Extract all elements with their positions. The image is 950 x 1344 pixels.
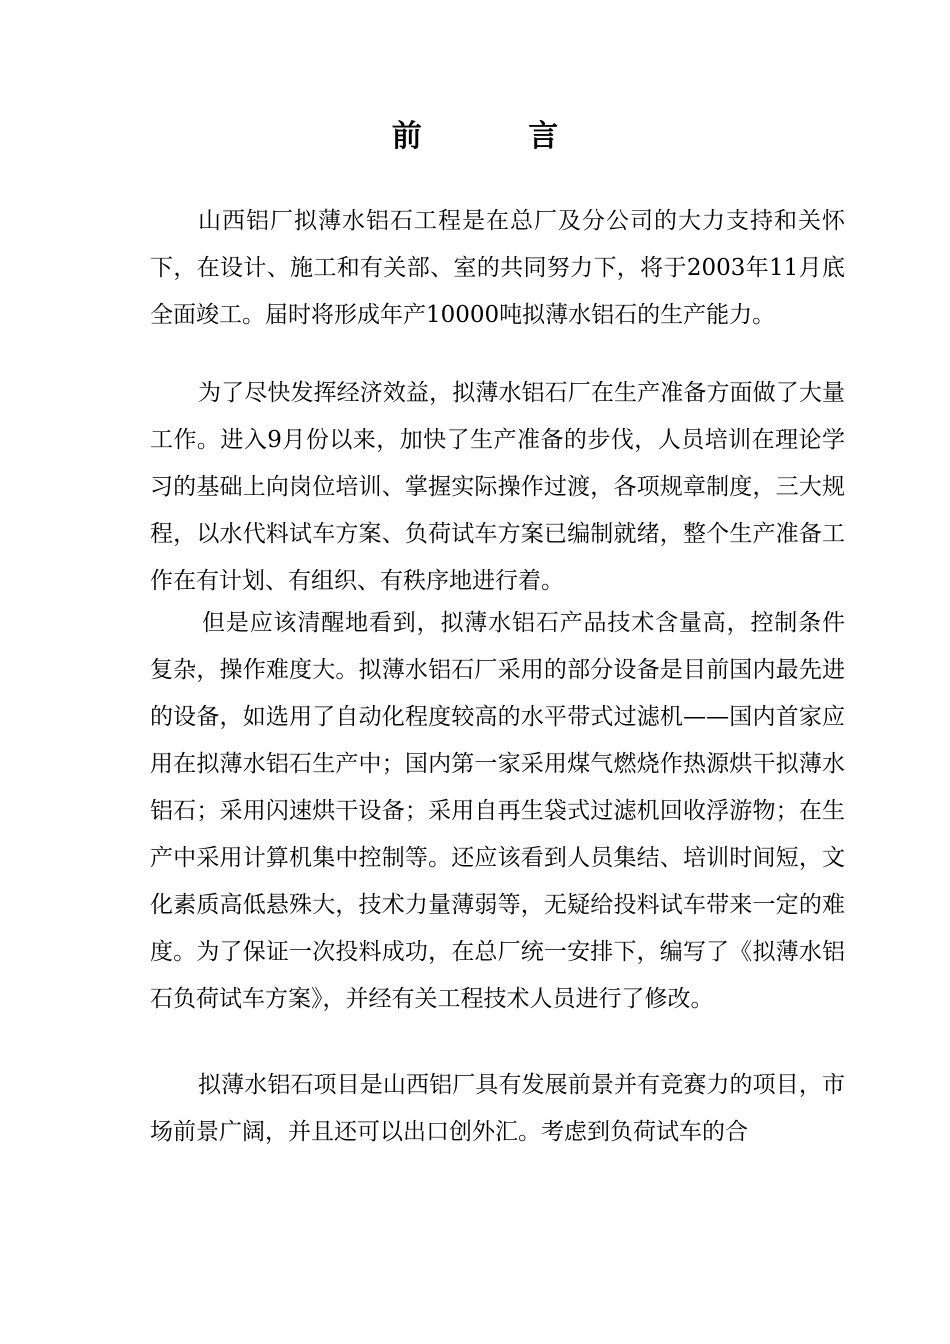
paragraph-2: 为了尽快发挥经济效益，拟薄水铝石厂在生产准备方面做了大量工作。进入9月份以来，加快了生产准备的步伐，人员培训在理论学习的基础上向岗位培训、掌握实际操作过渡，各项规章制度，三大规程，以水代料试车方案、负荷试车方案已编制就绪，整个生产准备工作在有计划、有组织、有秩序地进行着。 [150,380,845,594]
paragraph-1: 山西铝厂拟薄水铝石工程是在总厂及分公司的大力支持和关怀下，在设计、施工和有关部、室的共同努力下，将于2003年11月底全面竣工。届时将形成年产10000吨拟薄水铝石的生产能力。 [150,208,845,328]
paragraph-4: 拟薄水铝石项目是山西铝厂具有发展前景并有竞赛力的项目，市场前景广阔，并且还可以出口创外汇。考虑到负荷试车的合 [150,1072,845,1145]
page-title: 前 言 [391,119,607,154]
paragraph-3: 但是应该清醒地看到，拟薄水铝石产品技术含量高，控制条件复杂，操作难度大。拟薄水铝石厂采用的部分设备是目前国内最先进的设备，如选用了自动化程度较高的水平带式过滤机——国内首家应用在拟薄水铝石生产中；国内第一家采用煤气燃烧作热源烘干拟薄水铝石；采用闪速烘干设备；采用自再生袋式过滤机回收浮游物；在生产中采用计算机集中控制等。还应该看到人员集结、培训时间短，文化素质高低悬殊大，技术力量薄弱等，无疑给投料试车带来一定的难度。为了保证一次投料成功，在总厂统一安排下，编写了《拟薄水铝石负荷试车方案》，并经有关工程技术人员进行了修改。 [150,610,845,1012]
